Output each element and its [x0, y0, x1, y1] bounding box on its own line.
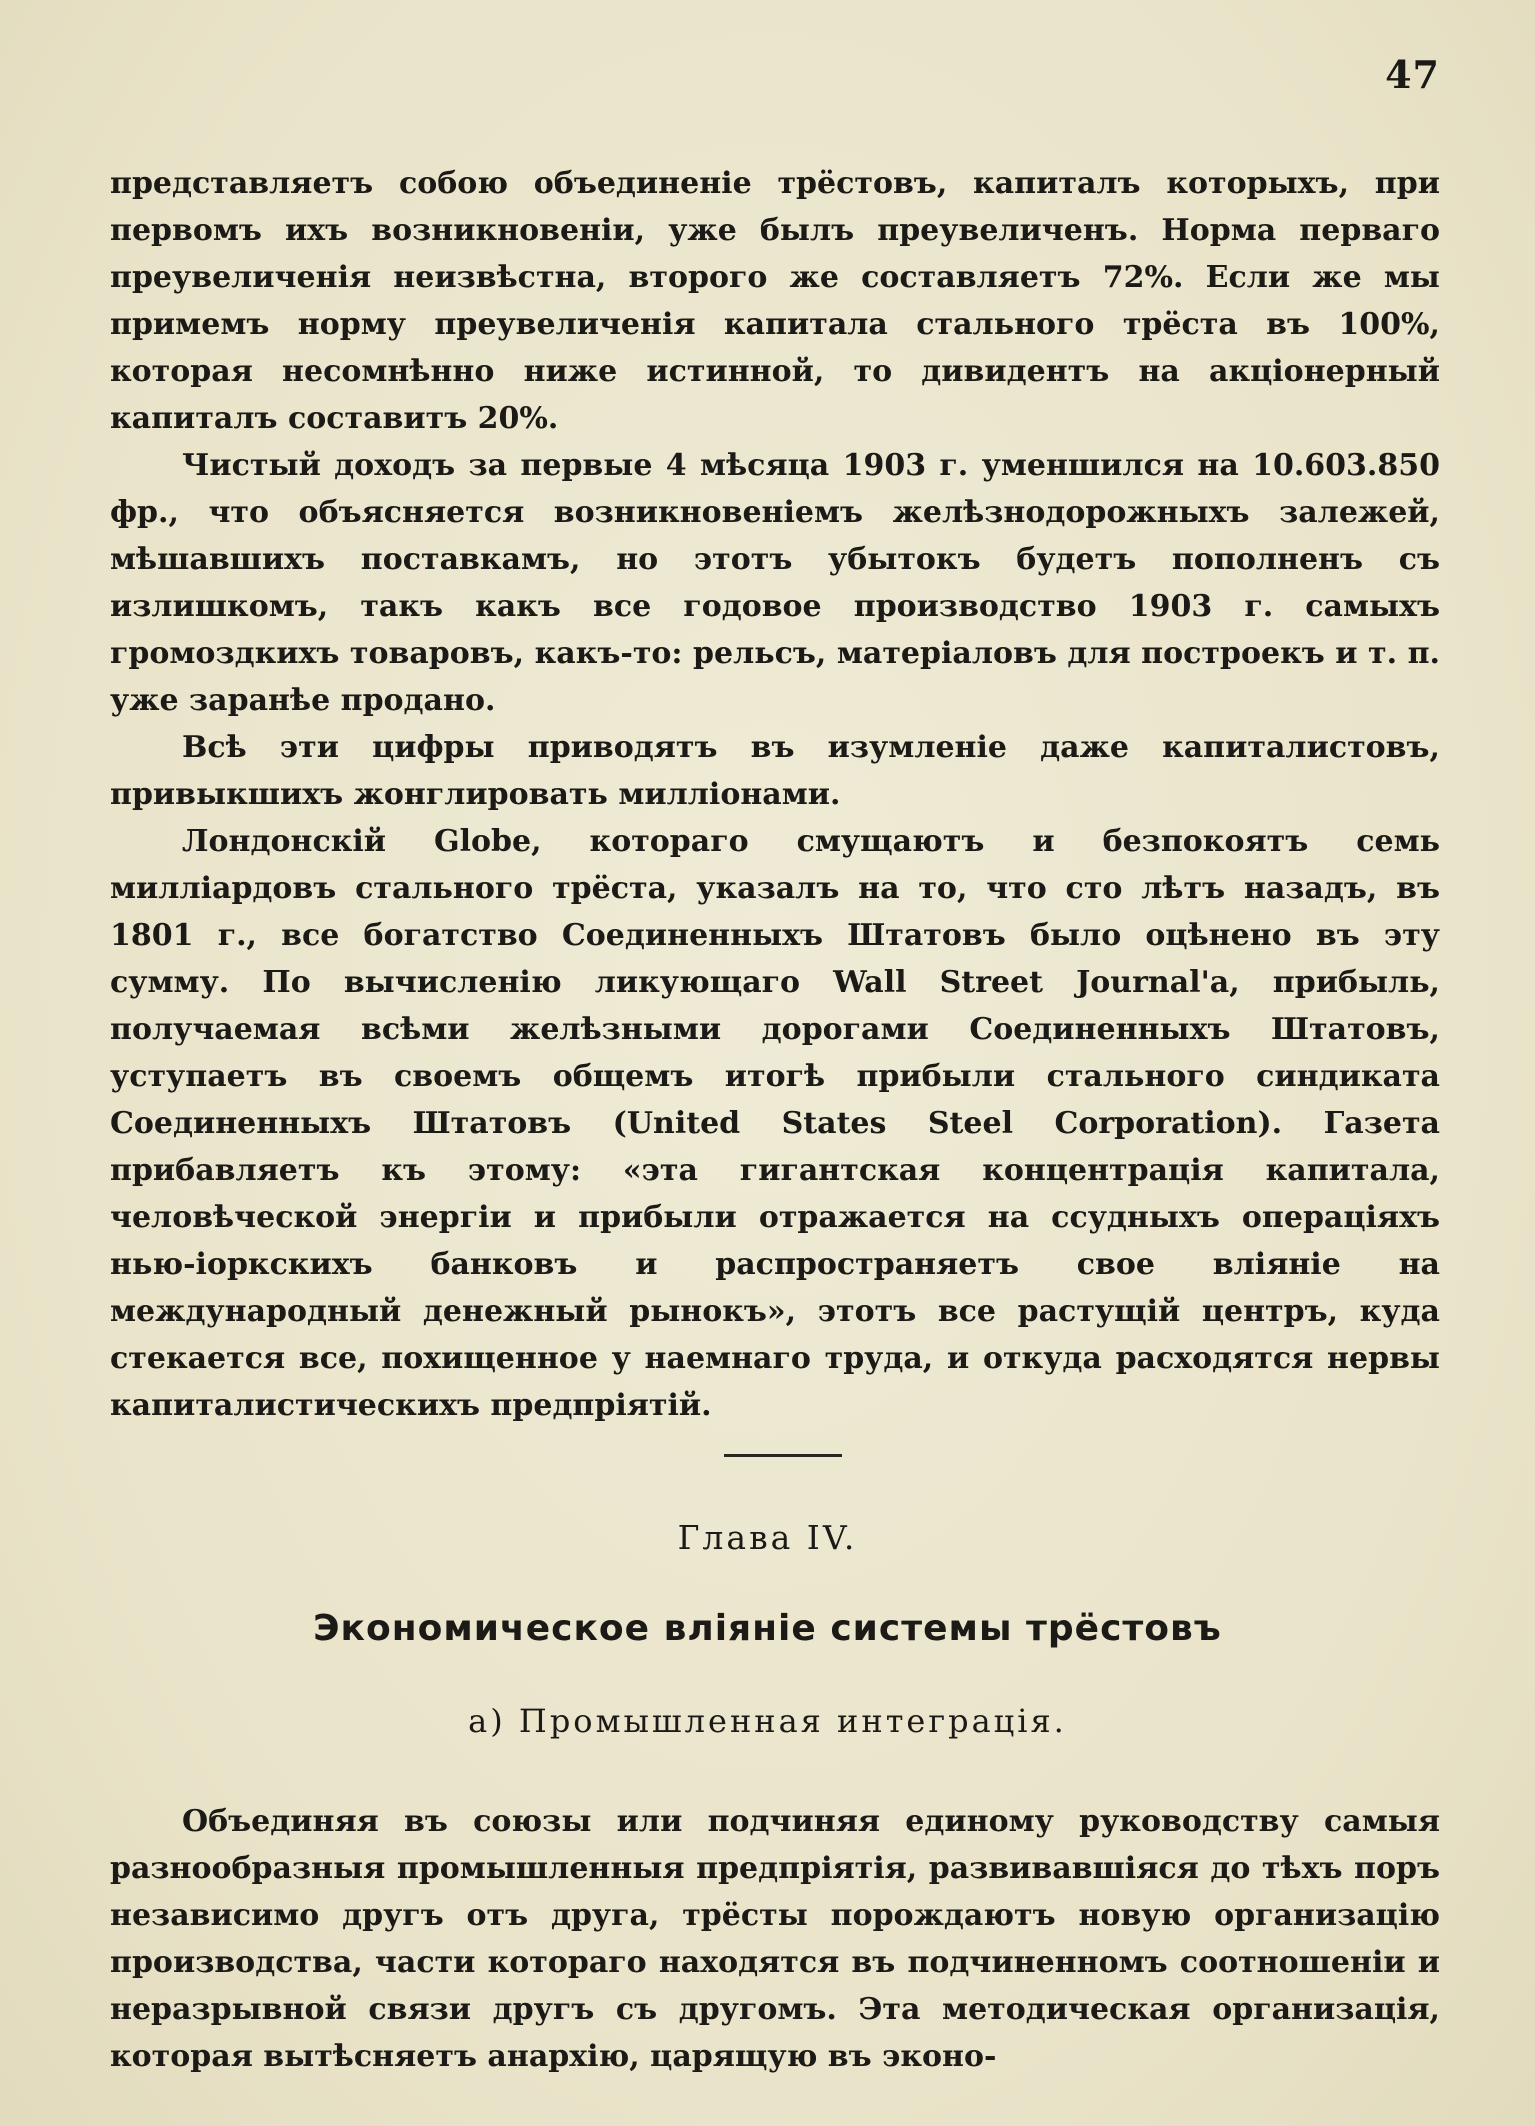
- body-text-top: [110, 160, 1440, 1429]
- paragraph: Чистый доходъ за первые 4 мѣсяца 1903 г. уменшился на 10.603.850 фр., что объясняется возникновеніемъ желѣзнодорожныхъ залежей, мѣшавшихъ поставкамъ, но этотъ убытокъ будетъ пополненъ съ излишкомъ, такъ какъ все годовое производство 1903 г. самыхъ громоздкихъ товаровъ, какъ-то: рельсъ, матеріаловъ для построекъ и т. п. уже заранѣе продано.: [110, 448, 1440, 718]
- body-text-bottom: [110, 1798, 1440, 2080]
- page-number: 47: [1385, 52, 1440, 97]
- paragraph: Лондонскій Globe, котораго смущаютъ и безпокоятъ семь милліардовъ стального трёста, указалъ на то, что сто лѣтъ назадъ, въ 1801 г., все богатство Соединенныхъ Штатовъ было оцѣнено въ эту сумму. По вычисленію ликующаго Wall Street Journal'a, прибыль, получаемая всѣми желѣзными дорогами Соединенныхъ Штатовъ, уступаетъ въ своемъ общемъ итогѣ прибыли стального синдиката Соединенныхъ Штатовъ (United States Steel Corporation). Газета прибавляетъ къ этому: «эта гигантская концентрація капитала, человѣческой энергіи и прибыли отражается на ссудныхъ операціяхъ нью-іоркскихъ банковъ и распространяетъ свое вліяніе на международный денежный рынокъ», этотъ все растущій центръ, куда стекается все, похищенное у наемнаго труда, и откуда расходятся нервы капиталистическихъ предпріятій.: [110, 824, 1440, 1423]
- section-divider: [724, 1454, 842, 1457]
- chapter-title: Экономическое вліяніе системы трёстовъ: [313, 1608, 1222, 1649]
- paragraph: Объединяя въ союзы или подчиняя единому руководству самыя разнообразныя промышленныя предпріятія, развивавшіяся до тѣхъ поръ независимо другъ отъ друга, трёсты порождаютъ новую организацію производства, части котораго находятся въ подчиненномъ соотношеніи и неразрывной связи другъ съ другомъ. Эта методическая организація, которая вытѣсняетъ анархію, царящую въ эконо-: [110, 1804, 1440, 2074]
- chapter-label: Глава IV.: [677, 1518, 858, 1557]
- section-title: а) Промышленная интеграція.: [468, 1702, 1067, 1740]
- paragraph: Всѣ эти цифры приводятъ въ изумленіе даже капиталистовъ, привыкшихъ жонглировать милліонами.: [110, 730, 1440, 812]
- paragraph: представляетъ собою объединеніе трёстовъ, капиталъ которыхъ, при первомъ ихъ возникновеніи, уже былъ преувеличенъ. Норма перваго преувеличенія неизвѣстна, второго же составляетъ 72%. Если же мы примемъ норму преувеличенія капитала стального трёста въ 100%, которая несомнѣнно ниже истинной, то дивидентъ на акціонерный капиталъ составитъ 20%.: [110, 166, 1440, 436]
